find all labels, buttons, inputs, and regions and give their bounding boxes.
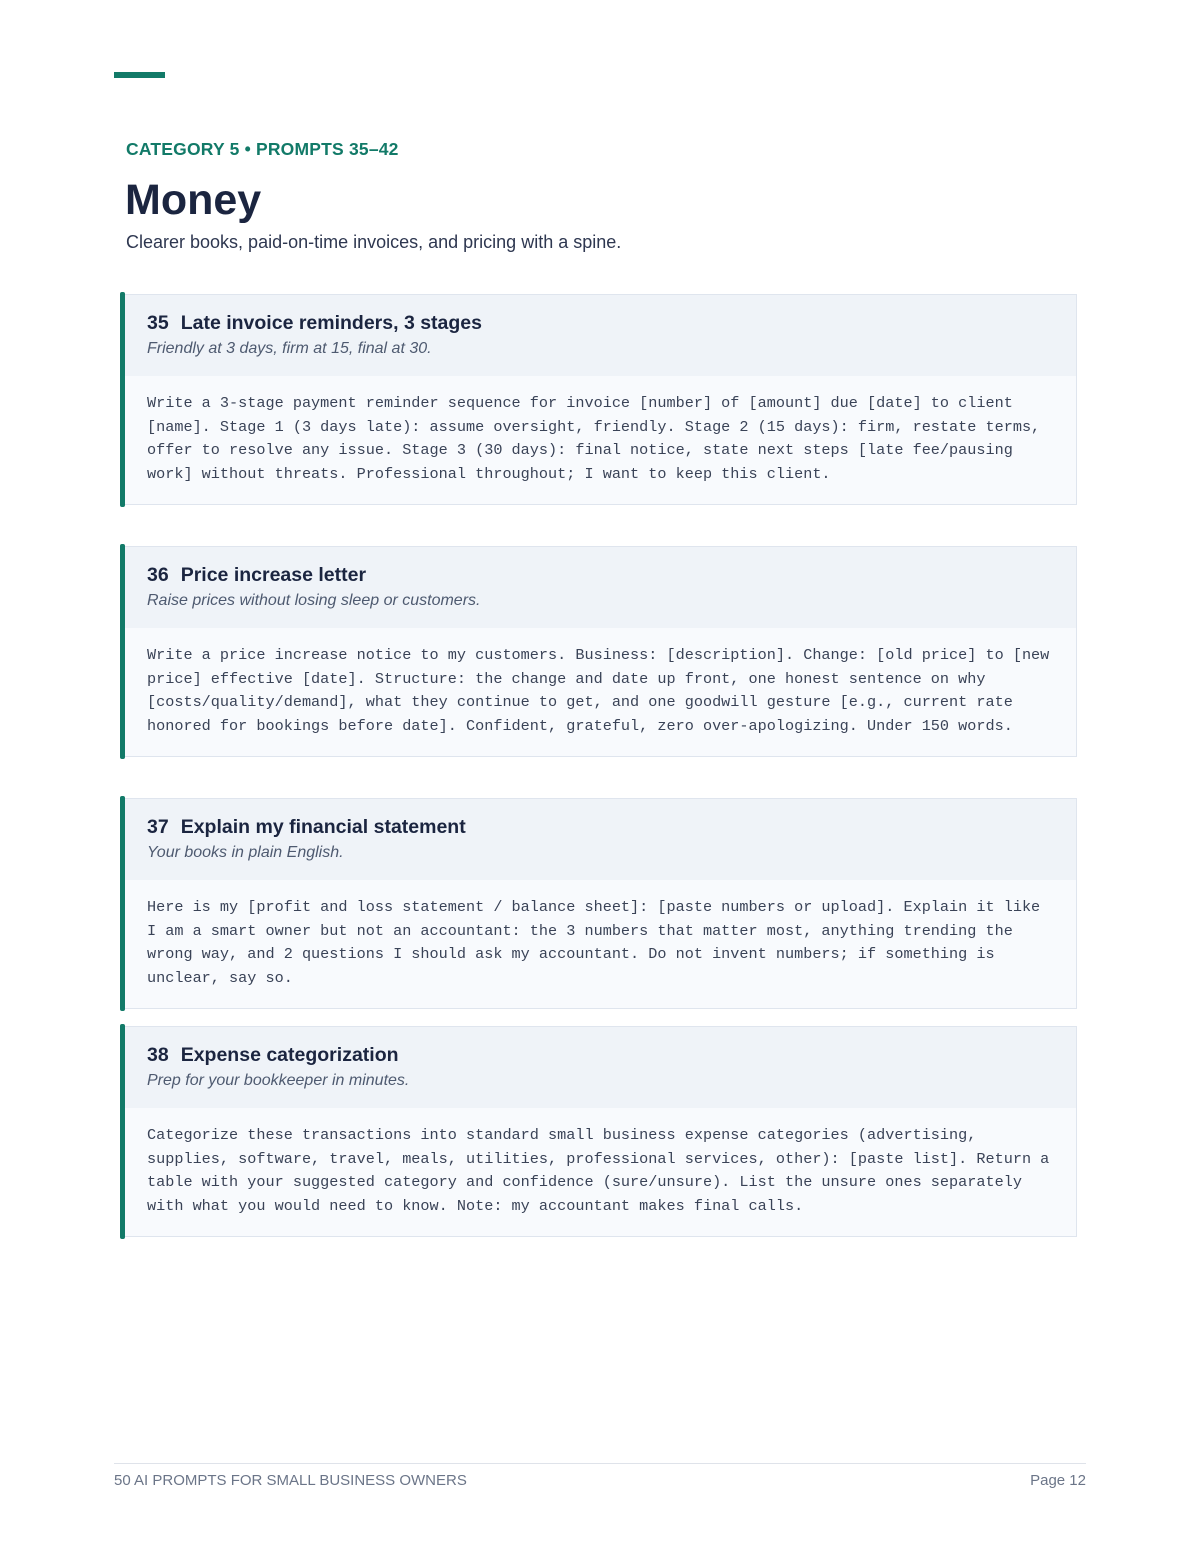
prompt-card-header xyxy=(120,1027,1076,1108)
prompt-tagline: Prep for your bookkeeper in minutes. xyxy=(147,1072,410,1089)
prompt-card-35 xyxy=(120,294,1077,505)
prompt-tagline: Your books in plain English. xyxy=(147,844,344,861)
page-number: Page 12 xyxy=(1030,1472,1086,1489)
prompt-number: 36 xyxy=(147,564,169,586)
prompt-card-38 xyxy=(120,1026,1077,1237)
prompt-card-header xyxy=(120,799,1076,880)
prompt-title xyxy=(147,1043,1056,1067)
prompt-card-header xyxy=(120,295,1076,376)
prompt-title xyxy=(147,815,1056,839)
prompt-title xyxy=(147,311,1056,335)
prompt-title xyxy=(147,563,1056,587)
prompt-text[interactable]: Write a price increase notice to my customers. Business: [description]. Change: [old price] to [new price] effective [date]. Structure: the change and date up front, one honest sentence on why [costs/quality/demand], what they continue to get, and one goodwill gesture [e.g., current rate honored for bookings before date]. Confident, grateful, zero over-apologizing. Under 150 words. xyxy=(120,628,1076,756)
footer-divider xyxy=(114,1463,1086,1464)
prompt-tagline: Friendly at 3 days, firm at 15, final at 30. xyxy=(147,340,432,357)
prompt-number: 35 xyxy=(147,312,169,334)
prompt-title-text: Expense categorization xyxy=(180,1044,399,1066)
prompt-card-36 xyxy=(120,546,1077,757)
footer-book-title: 50 AI PROMPTS FOR SMALL BUSINESS OWNERS xyxy=(114,1472,467,1489)
prompt-number: 37 xyxy=(147,816,169,838)
prompt-text[interactable]: Here is my [profit and loss statement / balance sheet]: [paste numbers or upload]. Explain it like I am a smart owner but not an accountant: the 3 numbers that matter most, anything trending the wrong way, and 2 questions I should ask my accountant. Do not invent numbers; if something is unclear, say so. xyxy=(120,880,1076,1008)
page-title: Money xyxy=(125,176,262,224)
prompt-text[interactable]: Write a 3-stage payment reminder sequence for invoice [number] of [amount] due [date] to client [name]. Stage 1 (3 days late): assume oversight, friendly. Stage 2 (15 days): firm, restate terms, offer to resolve any issue. Stage 3 (30 days): final notice, state next steps [late fee/pausing work] without threats. Professional throughout; I want to keep this client. xyxy=(120,376,1076,504)
prompt-tagline: Raise prices without losing sleep or customers. xyxy=(147,592,481,609)
page-subtitle: Clearer books, paid-on-time invoices, and pricing with a spine. xyxy=(126,232,622,252)
prompt-title-text: Price increase letter xyxy=(180,564,367,586)
prompt-title-text: Explain my financial statement xyxy=(180,816,466,838)
prompt-number: 38 xyxy=(147,1044,169,1066)
prompt-text[interactable]: Categorize these transactions into standard small business expense categories (advertising, supplies, software, travel, meals, utilities, professional services, other): [paste list]. Return a table with your suggested category and confidence (sure/unsure). List the unsure ones separately with what you would need to know. Note: my accountant makes final calls. xyxy=(120,1108,1076,1236)
prompt-card-37 xyxy=(120,798,1077,1009)
prompt-title-text: Late invoice reminders, 3 stages xyxy=(180,312,483,334)
accent-bar xyxy=(114,72,165,78)
prompt-card-header xyxy=(120,547,1076,628)
category-eyebrow: CATEGORY 5 • PROMPTS 35–42 xyxy=(126,139,399,159)
